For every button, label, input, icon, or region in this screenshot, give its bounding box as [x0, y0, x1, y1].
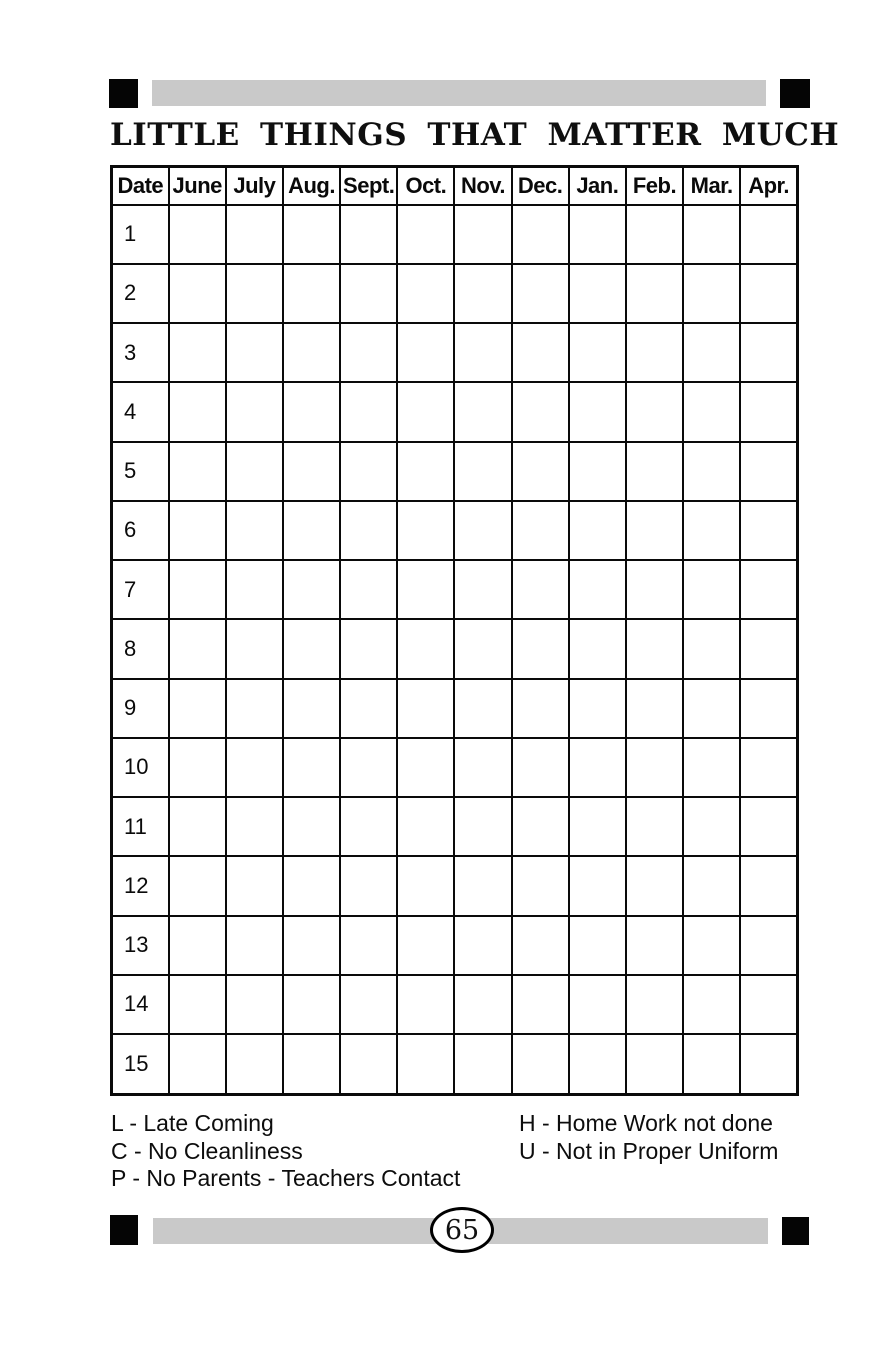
mark-cell: [683, 442, 740, 501]
mark-cell: [340, 264, 397, 323]
mark-cell: [740, 264, 797, 323]
mark-cell: [169, 382, 226, 441]
mark-cell: [397, 975, 454, 1034]
table-row: [112, 738, 798, 797]
table-row: [112, 797, 798, 856]
mark-cell: [169, 1034, 226, 1095]
mark-cell: [340, 1034, 397, 1095]
column-header-month: Sept.: [340, 167, 397, 205]
mark-cell: [512, 797, 569, 856]
mark-cell: [397, 619, 454, 678]
mark-cell: [569, 738, 626, 797]
mark-cell: [740, 679, 797, 738]
mark-cell: [397, 382, 454, 441]
legend-item: C - No Cleanliness: [111, 1137, 303, 1164]
mark-cell: [397, 264, 454, 323]
mark-cell: [226, 738, 283, 797]
mark-cell: [283, 797, 340, 856]
mark-cell: [454, 323, 511, 382]
mark-cell: [569, 264, 626, 323]
mark-cell: [512, 738, 569, 797]
mark-cell: [740, 442, 797, 501]
mark-cell: [626, 916, 683, 975]
bottom-left-corner-square: [110, 1215, 138, 1245]
mark-cell: [283, 501, 340, 560]
mark-cell: [512, 323, 569, 382]
mark-cell: [226, 501, 283, 560]
mark-cell: [683, 797, 740, 856]
mark-cell: [626, 679, 683, 738]
mark-cell: [340, 442, 397, 501]
date-cell: 14: [112, 975, 169, 1034]
mark-cell: [169, 619, 226, 678]
column-header-month: Apr.: [740, 167, 797, 205]
mark-cell: [454, 501, 511, 560]
date-cell: 7: [112, 560, 169, 619]
mark-cell: [283, 205, 340, 264]
mark-cell: [740, 205, 797, 264]
mark-cell: [283, 264, 340, 323]
mark-cell: [569, 679, 626, 738]
mark-cell: [340, 679, 397, 738]
mark-cell: [226, 797, 283, 856]
table-row: [112, 442, 798, 501]
column-header-date: Date: [112, 167, 169, 205]
mark-cell: [569, 797, 626, 856]
mark-cell: [340, 619, 397, 678]
table-row: [112, 916, 798, 975]
mark-cell: [397, 856, 454, 915]
mark-cell: [626, 856, 683, 915]
table-row: [112, 1034, 798, 1095]
mark-cell: [569, 916, 626, 975]
mark-cell: [283, 679, 340, 738]
date-cell: 3: [112, 323, 169, 382]
column-header-month: Feb.: [626, 167, 683, 205]
date-cell: 10: [112, 738, 169, 797]
top-left-corner-square: [109, 79, 138, 108]
mark-cell: [683, 205, 740, 264]
mark-cell: [226, 679, 283, 738]
mark-cell: [169, 323, 226, 382]
column-header-month: Dec.: [512, 167, 569, 205]
mark-cell: [740, 323, 797, 382]
mark-cell: [626, 975, 683, 1034]
mark-cell: [169, 738, 226, 797]
date-cell: 6: [112, 501, 169, 560]
date-cell: 9: [112, 679, 169, 738]
table-row: [112, 856, 798, 915]
table-row: [112, 560, 798, 619]
mark-cell: [226, 442, 283, 501]
mark-cell: [683, 264, 740, 323]
column-header-month: June: [169, 167, 226, 205]
mark-cell: [740, 738, 797, 797]
legend-item: L - Late Coming: [111, 1110, 274, 1136]
mark-cell: [740, 382, 797, 441]
mark-cell: [512, 382, 569, 441]
legend-item: H - Home Work not done: [519, 1110, 773, 1136]
mark-cell: [683, 382, 740, 441]
table-row: [112, 679, 798, 738]
date-cell: 2: [112, 264, 169, 323]
date-cell: 5: [112, 442, 169, 501]
date-cell: 1: [112, 205, 169, 264]
mark-cell: [340, 323, 397, 382]
mark-cell: [512, 560, 569, 619]
mark-cell: [683, 679, 740, 738]
legend-left-column: [111, 1110, 460, 1193]
mark-cell: [454, 679, 511, 738]
mark-cell: [569, 619, 626, 678]
mark-cell: [283, 975, 340, 1034]
mark-cell: [169, 975, 226, 1034]
mark-cell: [569, 1034, 626, 1095]
mark-cell: [683, 856, 740, 915]
mark-cell: [569, 560, 626, 619]
mark-cell: [397, 560, 454, 619]
mark-cell: [226, 382, 283, 441]
mark-cell: [283, 560, 340, 619]
mark-cell: [283, 619, 340, 678]
mark-cell: [169, 679, 226, 738]
mark-cell: [169, 856, 226, 915]
mark-cell: [454, 442, 511, 501]
table-row: [112, 205, 798, 264]
mark-cell: [226, 619, 283, 678]
mark-cell: [397, 738, 454, 797]
page-number-badge: 65: [430, 1207, 494, 1253]
mark-cell: [740, 560, 797, 619]
mark-cell: [226, 916, 283, 975]
mark-cell: [226, 856, 283, 915]
bottom-right-corner-square: [782, 1217, 809, 1245]
mark-cell: [283, 382, 340, 441]
date-cell: 15: [112, 1034, 169, 1095]
legend-item: P - No Parents - Teachers Contact: [111, 1165, 461, 1192]
mark-cell: [512, 264, 569, 323]
column-header-month: Oct.: [397, 167, 454, 205]
mark-cell: [397, 442, 454, 501]
mark-cell: [626, 797, 683, 856]
mark-cell: [283, 738, 340, 797]
mark-cell: [512, 619, 569, 678]
mark-cell: [740, 797, 797, 856]
mark-cell: [169, 264, 226, 323]
mark-cell: [283, 323, 340, 382]
date-cell: 8: [112, 619, 169, 678]
mark-cell: [740, 916, 797, 975]
mark-cell: [226, 1034, 283, 1095]
mark-cell: [397, 205, 454, 264]
mark-cell: [512, 442, 569, 501]
mark-cell: [169, 501, 226, 560]
column-header-month: Mar.: [683, 167, 740, 205]
mark-cell: [283, 916, 340, 975]
mark-cell: [740, 501, 797, 560]
mark-cell: [397, 323, 454, 382]
mark-cell: [683, 738, 740, 797]
mark-cell: [283, 442, 340, 501]
table-row: [112, 501, 798, 560]
mark-cell: [683, 1034, 740, 1095]
mark-cell: [169, 560, 226, 619]
mark-cell: [683, 619, 740, 678]
mark-cell: [569, 501, 626, 560]
mark-cell: [740, 856, 797, 915]
mark-cell: [340, 501, 397, 560]
mark-cell: [683, 975, 740, 1034]
mark-cell: [569, 323, 626, 382]
mark-cell: [454, 1034, 511, 1095]
mark-cell: [626, 619, 683, 678]
mark-cell: [226, 323, 283, 382]
mark-cell: [626, 442, 683, 501]
mark-cell: [454, 738, 511, 797]
mark-cell: [512, 916, 569, 975]
column-header-month: Jan.: [569, 167, 626, 205]
mark-cell: [626, 1034, 683, 1095]
table-row: [112, 382, 798, 441]
mark-cell: [626, 501, 683, 560]
mark-cell: [512, 205, 569, 264]
mark-cell: [340, 916, 397, 975]
table-row: [112, 975, 798, 1034]
mark-cell: [397, 797, 454, 856]
record-table: [110, 165, 799, 1096]
legend-right-column: [519, 1110, 778, 1165]
mark-cell: [626, 264, 683, 323]
mark-cell: [226, 975, 283, 1034]
table-row: [112, 619, 798, 678]
date-cell: 12: [112, 856, 169, 915]
mark-cell: [340, 797, 397, 856]
mark-cell: [512, 975, 569, 1034]
mark-cell: [397, 679, 454, 738]
mark-cell: [740, 619, 797, 678]
mark-cell: [226, 264, 283, 323]
mark-cell: [454, 856, 511, 915]
top-right-corner-square: [780, 79, 810, 108]
date-cell: 11: [112, 797, 169, 856]
mark-cell: [454, 797, 511, 856]
mark-cell: [226, 205, 283, 264]
mark-cell: [340, 205, 397, 264]
date-cell: 4: [112, 382, 169, 441]
mark-cell: [340, 856, 397, 915]
mark-cell: [683, 501, 740, 560]
mark-cell: [569, 382, 626, 441]
mark-cell: [626, 323, 683, 382]
mark-cell: [397, 501, 454, 560]
header-row: [112, 167, 798, 205]
mark-cell: [454, 382, 511, 441]
mark-cell: [283, 856, 340, 915]
mark-cell: [454, 916, 511, 975]
column-header-month: July: [226, 167, 283, 205]
mark-cell: [283, 1034, 340, 1095]
mark-cell: [169, 442, 226, 501]
mark-cell: [569, 205, 626, 264]
mark-cell: [397, 916, 454, 975]
mark-cell: [169, 205, 226, 264]
mark-cell: [340, 382, 397, 441]
top-divider-bar: [152, 80, 766, 106]
mark-cell: [512, 679, 569, 738]
mark-cell: [169, 916, 226, 975]
mark-cell: [454, 975, 511, 1034]
table-row: [112, 264, 798, 323]
mark-cell: [626, 205, 683, 264]
mark-cell: [683, 560, 740, 619]
mark-cell: [169, 797, 226, 856]
column-header-month: Aug.: [283, 167, 340, 205]
legend-item: U - Not in Proper Uniform: [519, 1137, 779, 1164]
mark-cell: [397, 1034, 454, 1095]
mark-cell: [454, 205, 511, 264]
mark-cell: [626, 738, 683, 797]
mark-cell: [340, 975, 397, 1034]
mark-cell: [740, 1034, 797, 1095]
mark-cell: [340, 738, 397, 797]
mark-cell: [740, 975, 797, 1034]
mark-cell: [683, 323, 740, 382]
mark-cell: [454, 560, 511, 619]
mark-cell: [454, 264, 511, 323]
date-cell: 13: [112, 916, 169, 975]
mark-cell: [626, 560, 683, 619]
mark-cell: [226, 560, 283, 619]
column-header-month: Nov.: [454, 167, 511, 205]
table-row: [112, 323, 798, 382]
mark-cell: [512, 856, 569, 915]
mark-cell: [512, 1034, 569, 1095]
mark-cell: [454, 619, 511, 678]
mark-cell: [569, 442, 626, 501]
mark-cell: [683, 916, 740, 975]
mark-cell: [569, 975, 626, 1034]
page-title: LITTLE THINGS THAT MATTER MUCH: [110, 117, 840, 153]
mark-cell: [512, 501, 569, 560]
mark-cell: [626, 382, 683, 441]
mark-cell: [340, 560, 397, 619]
mark-cell: [569, 856, 626, 915]
